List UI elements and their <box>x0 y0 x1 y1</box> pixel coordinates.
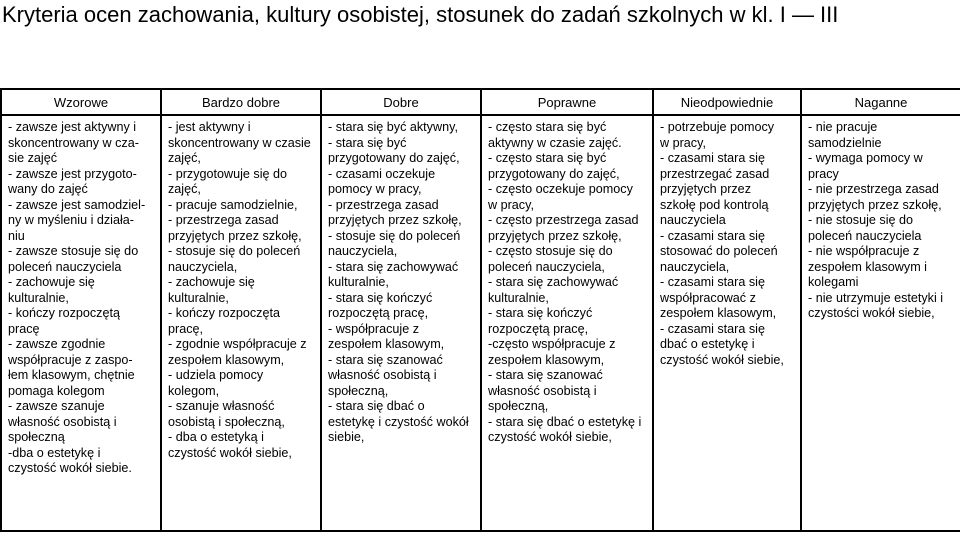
criteria-row <box>1 115 960 531</box>
criteria-line: - przestrzega zasad <box>328 197 439 212</box>
criteria-line: - czasami stara się <box>660 228 765 243</box>
criteria-line: - przestrzega zasad <box>168 213 279 227</box>
criteria-line: własność osobistą i <box>8 414 117 429</box>
criteria-line: pracę <box>8 321 40 336</box>
criteria-line: - stara się być <box>328 135 407 150</box>
criteria-line: - stara się zachowywać <box>328 259 459 274</box>
criteria-line: - stosuje się do poleceń <box>168 244 301 258</box>
column-header-bardzo-dobre: Bardzo dobre <box>161 89 321 115</box>
criteria-line: zespołem klasowym, <box>488 352 605 367</box>
criteria-line: kulturalnie, <box>168 290 229 305</box>
criteria-line: - zawsze zgodnie <box>8 337 106 351</box>
criteria-line: - zawsze jest aktywny i <box>8 120 137 134</box>
criteria-line: - udziela pomocy <box>168 368 264 382</box>
criteria-line: kulturalnie, <box>8 290 69 305</box>
criteria-line: zajęć, <box>168 151 201 165</box>
criteria-line: skoncentrowany w czasie <box>168 135 311 150</box>
criteria-line: - nie utrzymuje estetyki i <box>808 290 944 305</box>
criteria-line: przyjętych przez <box>660 182 751 196</box>
criteria-line: nauczyciela <box>660 213 726 227</box>
criteria-line: - dba o estetyką i <box>168 430 264 444</box>
header-row <box>1 89 960 115</box>
criteria-line: społeczną, <box>328 383 389 398</box>
criteria-line: - stara się szanować <box>488 368 603 382</box>
criteria-line: - zachowuje się <box>8 275 95 289</box>
criteria-line: zespołem klasowym, <box>328 337 445 351</box>
criteria-line: zajęć, <box>168 182 201 196</box>
criteria-line: - stara się dbać o estetykę i <box>488 414 642 429</box>
criteria-line: łem klasowym, chętnie <box>8 368 135 382</box>
criteria-line: - często oczekuje pomocy <box>488 182 633 196</box>
criteria-line: przyjętych przez szkołę, <box>488 228 622 243</box>
criteria-line: - zawsze jest samodziel- <box>8 197 146 212</box>
criteria-line: - stara się dbać o <box>328 399 425 413</box>
criteria-line: wany do zajęć <box>8 182 88 196</box>
criteria-line: - zawsze szanuje <box>8 399 105 413</box>
criteria-line: kolegami <box>808 275 859 289</box>
column-header-nieodpowiednie: Nieodpowiednie <box>653 89 801 115</box>
criteria-line: - kończy rozpoczęta <box>168 306 280 320</box>
criteria-cell-wzorowe <box>1 115 161 531</box>
criteria-line: ny w myśleniu i działa- <box>8 213 134 227</box>
criteria-line: siebie, <box>328 430 365 444</box>
criteria-line: czystość wokół siebie, <box>488 430 612 444</box>
criteria-line: przyjętych przez szkołę, <box>168 228 302 243</box>
criteria-line: poleceń nauczyciela <box>808 228 922 243</box>
criteria-line: zespołem klasowym, <box>168 352 285 367</box>
column-header-naganne: Naganne <box>801 89 960 115</box>
criteria-line: - nie przestrzega zasad <box>808 182 939 196</box>
criteria-line: nauczyciela, <box>328 244 398 258</box>
criteria-line: - czasami stara się <box>660 321 765 336</box>
criteria-line: - pracuje samodzielnie, <box>168 197 298 212</box>
criteria-line: - nie stosuje się do <box>808 213 914 227</box>
criteria-line: stosować do poleceń <box>660 244 778 258</box>
criteria-cell-bardzo-dobre <box>161 115 321 531</box>
criteria-line: - zachowuje się <box>168 275 255 289</box>
criteria-line: - potrzebuje pomocy <box>660 120 775 134</box>
criteria-line: - jest aktywny i <box>168 120 251 134</box>
criteria-line: - kończy rozpoczętą <box>8 306 120 320</box>
criteria-line: współpracować z <box>660 290 756 305</box>
criteria-line: kulturalnie, <box>488 290 549 305</box>
criteria-line: -często współpracuje z <box>488 337 616 351</box>
criteria-line: osobistą i społeczną, <box>168 414 285 429</box>
criteria-line: samodzielnie <box>808 135 882 150</box>
criteria-cell-nieodpowiednie <box>653 115 801 531</box>
column-header-wzorowe: Wzorowe <box>1 89 161 115</box>
document-title: Kryteria ocen zachowania, kultury osobistej, stosunek do zadań szkolnych w kl. I — III <box>2 2 839 27</box>
criteria-line: - stara się szanować <box>328 352 443 367</box>
criteria-line: - często stara się być <box>488 120 607 134</box>
criteria-line: społeczną <box>8 430 65 444</box>
criteria-line: - przygotowuje się do <box>168 166 288 181</box>
criteria-line: - wymaga pomocy w <box>808 151 923 165</box>
criteria-line: - szanuje własność <box>168 399 275 413</box>
criteria-cell-poprawne <box>481 115 653 531</box>
criteria-line: - nie pracuje <box>808 120 878 134</box>
criteria-line: przyjętych przez szkołę, <box>328 213 462 227</box>
criteria-line: przestrzegać zasad <box>660 166 770 181</box>
criteria-line: pracy <box>808 166 839 181</box>
criteria-line: przygotowany do zajęć, <box>328 151 460 165</box>
criteria-line: zespołem klasowym i <box>808 259 927 274</box>
column-header-dobre: Dobre <box>321 89 481 115</box>
criteria-line: - zgodnie współpracuje z <box>168 337 307 351</box>
criteria-line: zespołem klasowym, <box>660 306 777 320</box>
criteria-line: przygotowany do zajęć, <box>488 166 620 181</box>
criteria-line: rozpoczętą pracę, <box>328 306 429 320</box>
column-header-poprawne: Poprawne <box>481 89 653 115</box>
criteria-line: - często stara się być <box>488 151 607 165</box>
criteria-line: czystości wokół siebie, <box>808 306 935 320</box>
criteria-line: własność osobistą i <box>488 383 597 398</box>
criteria-line: rozpoczętą pracę, <box>488 321 589 336</box>
criteria-line: poleceń nauczyciela, <box>488 259 605 274</box>
criteria-cell-naganne <box>801 115 960 531</box>
criteria-line: pomocy w pracy, <box>328 182 422 196</box>
criteria-line: - zawsze stosuje się do <box>8 244 139 258</box>
criteria-line: niu <box>8 228 25 243</box>
criteria-line: własność osobistą i <box>328 368 437 382</box>
criteria-line: szkołę pod kontrolą <box>660 197 769 212</box>
criteria-line: nauczyciela, <box>660 259 730 274</box>
criteria-line: pracę, <box>168 321 204 336</box>
criteria-line: - często przestrzega zasad <box>488 213 639 227</box>
criteria-line: - często stosuje się do <box>488 244 613 258</box>
criteria-line: - czasami stara się <box>660 151 765 165</box>
criteria-line: skoncentrowany w cza- <box>8 135 139 150</box>
criteria-line: pomaga kolegom <box>8 383 105 398</box>
criteria-line: poleceń nauczyciela <box>8 259 122 274</box>
criteria-line: - nie współpracuje z <box>808 244 920 258</box>
criteria-line: sie zajęć <box>8 151 57 165</box>
criteria-line: -dba o estetykę i <box>8 445 101 460</box>
criteria-line: - stara się kończyć <box>328 290 433 305</box>
criteria-line: nauczyciela, <box>168 259 238 274</box>
criteria-line: aktywny w czasie zajęć. <box>488 135 622 150</box>
criteria-line: - stara się zachowywać <box>488 275 619 289</box>
criteria-line: - stara się być aktywny, <box>328 120 458 134</box>
criteria-line: - zawsze jest przygoto- <box>8 166 137 181</box>
criteria-line: - stara się kończyć <box>488 306 593 320</box>
criteria-line: czystość wokół siebie. <box>8 461 132 475</box>
criteria-line: - czasami stara się <box>660 275 765 289</box>
criteria-line: czystość wokół siebie, <box>168 445 292 460</box>
criteria-line: - współpracuje z <box>328 321 419 336</box>
criteria-line: dbać o estetykę i <box>660 337 755 351</box>
criteria-line: współpracuje z zaspo- <box>8 352 133 367</box>
criteria-line: czystość wokół siebie, <box>660 352 784 367</box>
criteria-line: kolegom, <box>168 383 220 398</box>
criteria-cell-dobre <box>321 115 481 531</box>
criteria-line: w pracy, <box>488 197 534 212</box>
criteria-line: społeczną, <box>488 399 549 413</box>
criteria-line: estetykę i czystość wokół <box>328 414 469 429</box>
criteria-line: kulturalnie, <box>328 275 389 289</box>
criteria-line: przyjętych przez szkołę, <box>808 197 942 212</box>
criteria-table <box>0 88 960 532</box>
criteria-line: - czasami oczekuje <box>328 166 436 181</box>
criteria-line: - stosuje się do poleceń <box>328 228 461 243</box>
criteria-line: w pracy, <box>660 135 706 150</box>
